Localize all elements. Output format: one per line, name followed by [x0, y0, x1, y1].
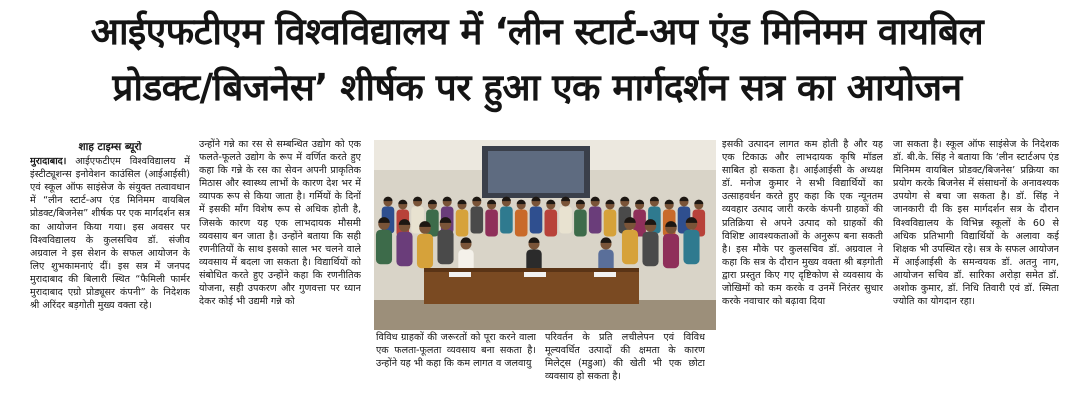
projection-screen-content	[488, 151, 584, 193]
person-front-1-body	[376, 230, 392, 265]
headline-line-2: प्रोडक्ट/बिजनेस’ शीर्षक पर हुआ एक मार्गदर्शन सत्र का आयोजन	[112, 66, 962, 109]
person-back-9-body	[500, 207, 513, 234]
person-back-12-body	[545, 210, 558, 237]
person-back-16-body	[604, 210, 617, 237]
dateline: मुरादाबाद।	[30, 156, 67, 168]
person-back-14-body	[574, 210, 587, 237]
article-column-5	[722, 138, 883, 414]
person-back-11-body	[530, 207, 543, 234]
person-front-15-body	[663, 234, 679, 269]
person-front-16-body	[683, 230, 699, 265]
name-plate-2	[524, 272, 546, 277]
photo-floor	[374, 300, 716, 330]
col1-text: आईएफटीएम विश्वविद्यालय में इंस्टीट्यूशन्स इनोवेशन काउंसिल (आईआईसी) एवं स्कूल ऑफ साइंसेज के संयुक्त तत्वावधान में “लीन स्टार्ट-अप एंड मिनिमम वायबिल प्रोडक्ट/बिजनेस” शीर्षक पर एक मार्गदर्शन सत्र का आयोजन किया गया। इस अवसर पर विश्वविद्यालय के कुलसचिव डॉ. संजीव अग्रवाल ने इस सेशन के सफल आयोजन के लिए शुभकामनाएं दीं। इस सत्र में जनपद मुरादाबाद की बिलारी स्थित “फैमिली फार्मर मुरादाबाद एग्रो प्रोड्यूसर कंपनी” के निदेशक श्री अरिंदर बड़गोती मुख्य वक्ता रहे।	[30, 156, 190, 312]
article-text-col1	[30, 155, 190, 312]
col2-text: उन्होंने गन्ने का रस से सम्बन्धित उद्योग को एक फलते-फूलते उद्योग के रूप में वर्णित करते हुए कहा कि गन्ने के रस का सेवन अपनी प्राकृतिक मिठास और स्वास्थ्य लाभों के कारण देश भर में व्यापक रूप से किया जाता है। गर्मियों के दिनों में इसकी माँग विशेष रूप से अधिक होती है, जिसके कारण यह एक लाभदायक मौसमी व्यवसाय बन जाता है। उन्होंने बताया कि सही रणनीतियों के साथ इसको साल भर चलने वाले व्यवसाय में बदला जा सकता है। विद्यार्थियों को संबोधित करते हुए उन्होंने कहा कि रणनीतिक योजना, सही उपकरण और गुणवत्ता पर ध्यान देकर कोई भी उद्यमी गन्ने को	[199, 139, 361, 308]
person-front-4-body	[437, 230, 453, 265]
person-back-13-body	[559, 207, 572, 234]
news-photo	[374, 140, 716, 330]
col6-text: जा सकता है। स्कूल ऑफ साइंसेज के निदेशक डॉ. बी.के. सिंह ने बताया कि ‘लीन स्टार्टअप एंड मिनिमम वायबिल प्रोडक्ट/बिजनेस’ प्रक्रिया का प्रयोग करके बिजनेस में संसाधनों के अनावश्यक उपयोग से बचा जा सकता है। डॉ. सिंह ने जानकारी दी कि इस मार्गदर्शन सत्र के दौरान विश्वविद्यालय के विभिन्न स्कूलों के 60 से अधिक प्रतिभागी विद्यार्थियों के अलावा कई शिक्षक भी उपस्थित रहे। सत्र के सफल आयोजन में आईआईसी के समन्वयक डॉ. अतनु नाग, आयोजन सचिव डॉ. सारिका अरोड़ा समेत डॉ. अशोक कुमार, डॉ. निधि तिवारी एवं डॉ. स्मिता ज्योति का योगदान रहा।	[893, 139, 1059, 308]
name-plate-3	[594, 272, 616, 277]
person-back-7-body	[471, 207, 484, 234]
article-column-3	[376, 331, 536, 413]
name-plate-1	[449, 272, 471, 277]
person-back-10-body	[515, 210, 528, 237]
person-front-2-body	[396, 232, 412, 267]
col5-text: इसकी उत्पादन लागत कम होती है और यह एक टिकाऊ और लाभदायक कृषि मॉडल साबित हो सकता है। आईआईसी के अध्यक्ष डॉ. मनोज कुमार ने सभी विद्यार्थियों का उत्साहवर्धन करते हुए कहा कि एक न्यूनतम व्यवहार उत्पाद जारी करके कंपनी ग्राहकों की प्रतिक्रिया से अपने उत्पाद को ग्राहकों की विशिष्ट आवश्यकताओं के अनुरूप बना सकती है। इस मौके पर कुलसचिव डॉ. अग्रवाल ने कहा कि सत्र के दौरान मुख्य वक्ता श्री बड़गोती द्वारा प्रस्तुत किए गए दृष्टिकोण से व्यवसाय के जोखिमों को कम करके व उनमें निरंतर सुधार करके नवाचार को बढ़ावा दिया	[722, 139, 883, 308]
group-photo-illustration	[374, 140, 716, 330]
article-column-2	[199, 138, 361, 414]
person-back-15-body	[589, 207, 602, 234]
article-column-1	[30, 141, 190, 413]
person-front-3-body	[417, 234, 433, 269]
article-column-6	[893, 138, 1059, 414]
person-back-6-body	[456, 210, 469, 237]
headline	[0, 4, 1074, 116]
person-front-13-body	[622, 230, 638, 265]
table-edge	[424, 268, 639, 272]
person-back-8-body	[485, 210, 498, 237]
col4-text: परिवर्तन के प्रति लचीलेपन एवं विविध मूल्यवर्धित उत्पादों की क्षमता के कारण मिलेट्स (मडुआ) की खेती भी एक छोटा व्यवसाय हो सकता है।	[545, 332, 705, 383]
person-front-14-body	[642, 232, 658, 267]
article-column-4	[545, 331, 705, 413]
headline-line-1: आईएफटीएम विश्वविद्यालय में ‘लीन स्टार्ट-अप एंड मिनिमम वायबिल	[90, 10, 984, 53]
byline: शाह टाइम्स ब्यूरो	[78, 141, 142, 153]
col3-text: विविध ग्राहकों की जरूरतों को पूरा करने वाला एक फलता-फूलता व्यवसाय बना सकता है। उन्होंने यह भी कहा कि कम लागत व जलवायु	[376, 332, 536, 370]
